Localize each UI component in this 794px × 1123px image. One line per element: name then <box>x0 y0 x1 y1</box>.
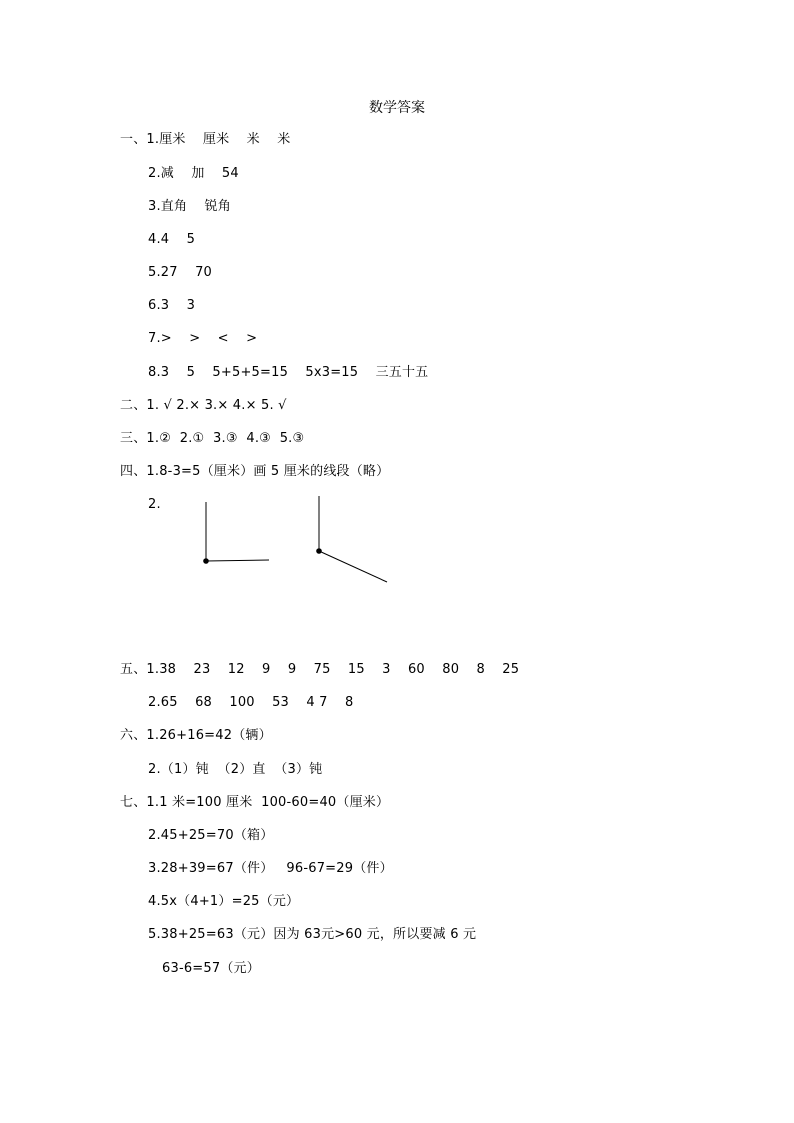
right-angle-vertex-dot <box>203 558 209 564</box>
answer-line: 三、1.② 2.① 3.③ 4.③ 5.③ <box>120 431 305 446</box>
answer-line: 6.3 3 <box>148 298 196 313</box>
answer-line: 5.27 70 <box>148 265 213 280</box>
answer-line: 2.45+25=70（箱） <box>148 828 274 843</box>
answer-line: 二、1. √ 2.× 3.× 4.× 5. √ <box>120 398 287 413</box>
answer-line: 六、1.26+16=42（辆） <box>120 728 272 743</box>
answer-line: 4.4 5 <box>148 232 196 247</box>
obtuse-angle-figure <box>316 496 387 582</box>
answer-line: 7.> > < > <box>148 331 258 346</box>
answer-line: 2. <box>148 497 161 512</box>
obtuse-angle-vertex-dot <box>316 548 322 554</box>
answer-line: 3.直角 锐角 <box>148 199 231 214</box>
obtuse-angle-slanted-ray <box>319 551 387 582</box>
answer-line: 一、1.厘米 厘米 米 米 <box>120 132 291 147</box>
page-title: 数学答案 <box>369 100 425 116</box>
answer-line: 七、1.1 米=100 厘米 100-60=40（厘米） <box>120 795 390 810</box>
answer-line: 4.5x（4+1）=25（元） <box>148 894 300 909</box>
answer-line: 五、1.38 23 12 9 9 75 15 3 60 80 8 25 <box>120 662 520 677</box>
answer-line: 63-6=57（元） <box>162 961 260 976</box>
right-angle-figure <box>203 502 269 564</box>
right-angle-horizontal-ray <box>206 560 269 561</box>
answer-line: 5.38+25=63（元）因为 63元>60 元，所以要减 6 元 <box>148 927 477 942</box>
answer-line: 8.3 5 5+5+5=15 5x3=15 三五十五 <box>148 365 429 380</box>
answer-line: 3.28+39=67（件） 96-67=29（件） <box>148 861 393 876</box>
answer-line: 2.65 68 100 53 4 7 8 <box>148 695 354 710</box>
answer-line: 四、1.8-3=5（厘米）画 5 厘米的线段（略） <box>120 464 390 479</box>
answer-line: 2.（1）钝 （2）直 （3）钝 <box>148 762 323 777</box>
answer-line: 2.减 加 54 <box>148 166 239 181</box>
